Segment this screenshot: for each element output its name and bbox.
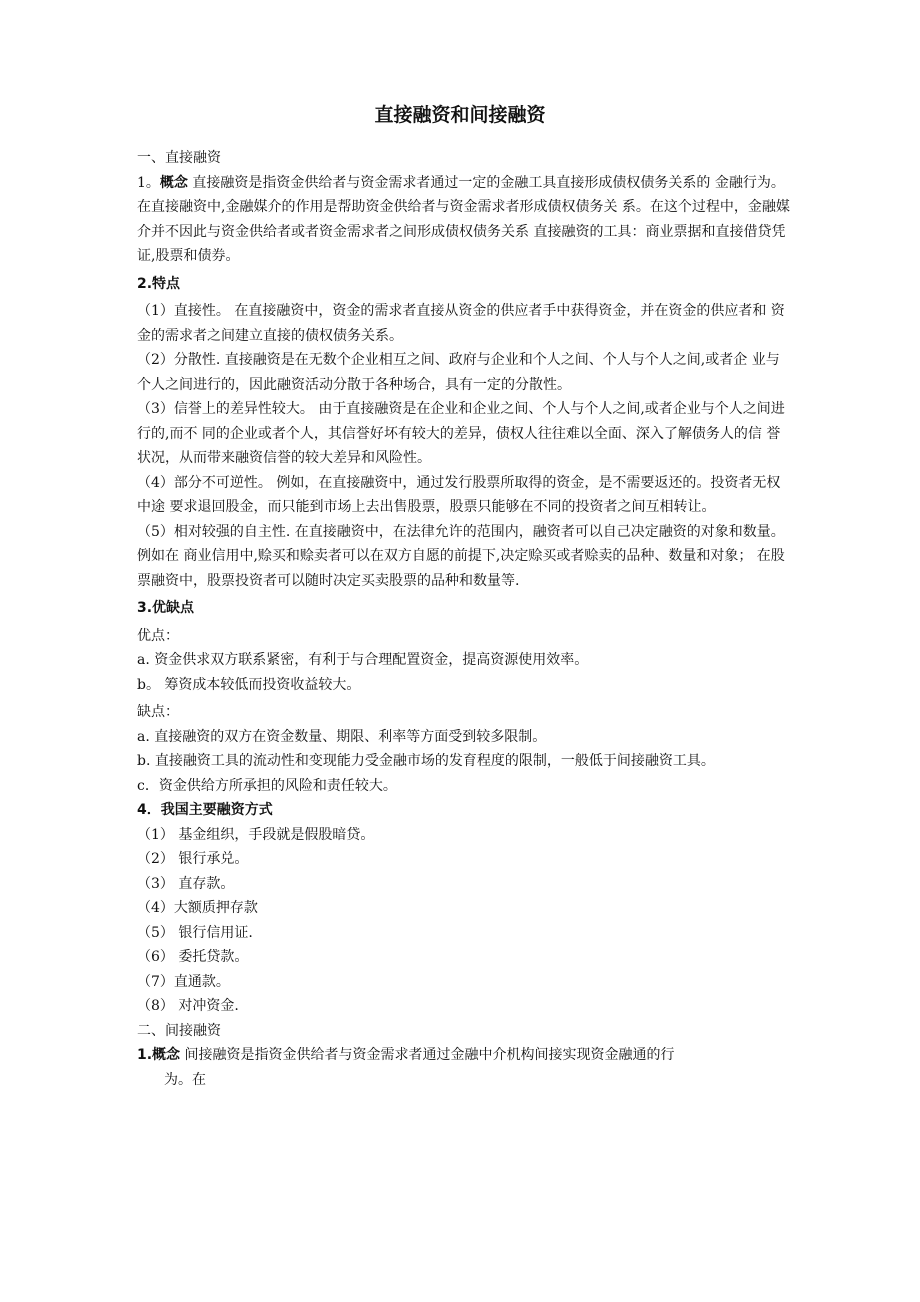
feature-item: （3）信誉上的差异性较大。 由于直接融资是在企业和企业之间、个人与个人之间,或者企业与个人之间进行的,而不 同的企业或者个人，其信誉好坏有较大的差异，债权人往往难以全面、深入了解债务人的信 誉状况，从而带来融资信誉的较大差异和风险性。 bbox=[137, 401, 785, 466]
document-body bbox=[137, 146, 792, 1092]
feature-item: （1）直接性。 在直接融资中，资金的需求者直接从资金的供应者手中获得资金，并在资金的供应者和 资金的需求者之间建立直接的债权债务关系。 bbox=[137, 303, 785, 344]
method-item: （2） 银行承兑。 bbox=[137, 851, 249, 867]
pros-item: a. 资金供求双方联系紧密，有利于与合理配置资金，提高资源使用效率。 bbox=[137, 652, 589, 668]
methods-heading: 4．我国主要融资方式 bbox=[137, 802, 273, 818]
method-item: （6） 委托贷款。 bbox=[137, 949, 249, 965]
method-item: （4）大额质押存款 bbox=[137, 900, 258, 916]
method-item: （1） 基金组织，手段就是假股暗贷。 bbox=[137, 826, 375, 843]
cons-item: a. 直接融资的双方在资金数量、期限、利率等方面受到较多限制。 bbox=[137, 728, 547, 745]
feature-item: （2）分散性. 直接融资是在无数个企业相互之间、政府与企业和个人之间、个人与个人之间,或者企 业与个人之间进行的，因此融资活动分散于各种场合，具有一定的分散性。 bbox=[137, 352, 780, 393]
pros-cons-heading: 3.优缺点 bbox=[137, 600, 195, 616]
concept-number: 1。 bbox=[137, 174, 160, 191]
method-item: （8） 对冲资金. bbox=[137, 998, 239, 1014]
pros-item: b。 筹资成本较低而投资收益较大。 bbox=[137, 676, 361, 693]
section2-heading: 二、间接融资 bbox=[137, 1022, 221, 1039]
section2-concept-paragraph bbox=[137, 1043, 792, 1068]
concept-paragraph bbox=[137, 171, 792, 269]
pros-label: 优点： bbox=[137, 627, 179, 644]
method-item: （3） 直存款。 bbox=[137, 875, 235, 892]
cons-item: c．资金供给方所承担的风险和责任较大。 bbox=[137, 777, 397, 794]
section1-heading: 一、直接融资 bbox=[137, 150, 221, 166]
concept-text: 直接融资是指资金供给者与资金需求者通过一定的金融工具直接形成债权债务关系的 金融行为。在直接融资中,金融媒介的作用是帮助资金供给者与资金需求者形成债权债务关 系。在这个过程中，金融媒介并不因此与资金供给者或者资金需求者之间形成债权债务关系 直接融资的工具：商业票据和直接借贷凭证,股票和债券。 bbox=[137, 174, 790, 264]
features-heading: 2.特点 bbox=[137, 275, 181, 292]
feature-item: （5）相对较强的自主性. 在直接融资中，在法律允许的范围内，融资者可以自己决定融资的对象和数量。例如在 商业信用中,赊买和赊卖者可以在双方自愿的前提下,决定赊买或者赊卖的品种、数量和对象； 在股票融资中，股票投资者可以随时决定买卖股票的品种和数量等. bbox=[137, 523, 785, 589]
method-item: （7）直通款。 bbox=[137, 973, 230, 990]
section2-concept-label: 1.概念 bbox=[137, 1047, 181, 1063]
section2-concept-text: 间接融资是指资金供给者与资金需求者通过金融中介机构间接实现资金融通的行 bbox=[180, 1047, 675, 1063]
cons-item: b. 直接融资工具的流动性和变现能力受金融市场的发育程度的限制，一般低于间接融资工具。 bbox=[137, 753, 715, 769]
cons-label: 缺点： bbox=[137, 704, 179, 720]
feature-item: （4）部分不可逆性。 例如，在直接融资中，通过发行股票所取得的资金，是不需要返还的。投资者无权中途 要求退回股金，而只能到市场上去出售股票，股票只能够在不同的投资者之间互相转让。 bbox=[137, 474, 781, 515]
method-item: （5） 银行信用证. bbox=[137, 924, 253, 941]
document-title: 直接融资和间接融资 bbox=[374, 104, 546, 126]
concept-label: 概念 bbox=[159, 174, 188, 191]
section2-concept-continuation: 为。在 bbox=[164, 1071, 206, 1088]
